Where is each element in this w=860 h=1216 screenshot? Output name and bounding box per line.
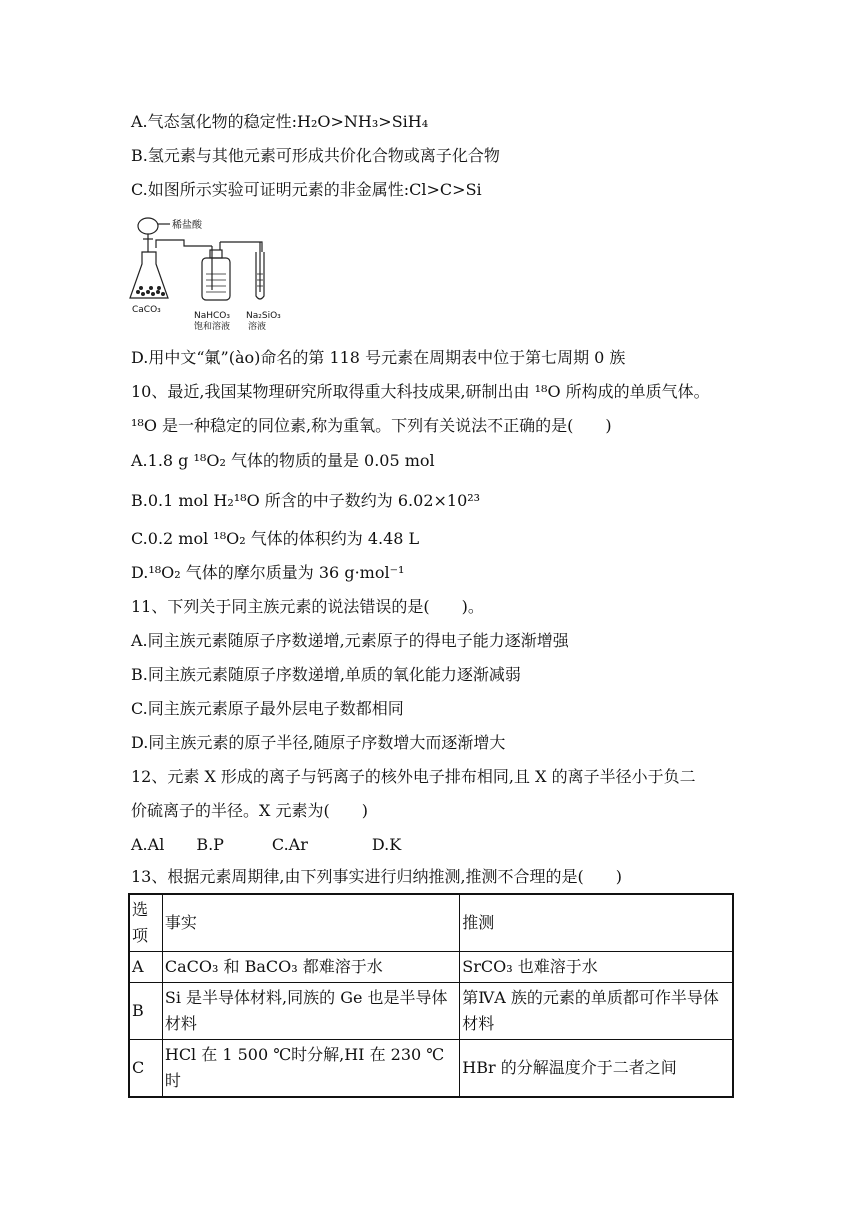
row-b-fact: Si 是半导体材料,同族的 Ge 也是半导体材料 — [162, 983, 459, 1040]
row-a-option: A — [129, 952, 162, 983]
bottle-label-1: NaHCO₃ — [194, 311, 230, 321]
row-b-inference: 第ⅣA 族的元素的单质都可作半导体材料 — [460, 983, 733, 1040]
acid-label: 稀盐酸 — [172, 220, 202, 231]
row-c-inference: HBr 的分解温度介于二者之间 — [460, 1040, 733, 1098]
line-9c: C.如图所示实验可证明元素的非金属性:Cl>C>Si — [131, 180, 482, 199]
line-9b: B.氢元素与其他元素可形成共价化合物或离子化合物 — [131, 146, 500, 165]
row-a-inference: SrCO₃ 也难溶于水 — [460, 952, 733, 983]
bottle-label-2: 饱和溶液 — [194, 322, 231, 332]
question-12-stem-1: 12、元素 X 形成的离子与钙离子的核外电子排布相同,且 X 的离子半径小于负二 — [131, 767, 696, 786]
experiment-apparatus-diagram — [126, 212, 296, 336]
line-9d: D.用中文“氭”(ào)命名的第 118 号元素在周期表中位于第七周期 0 族 — [131, 348, 626, 367]
row-a-fact: CaCO₃ 和 BaCO₃ 都难溶于水 — [162, 952, 459, 983]
question-10-option-b: B.0.1 mol H₂¹⁸O 所含的中子数约为 6.02×10²³ — [131, 491, 481, 510]
table-row — [129, 1040, 733, 1098]
question-13-stem: 13、根据元素周期律,由下列事实进行归纳推测,推测不合理的是( ) — [131, 867, 623, 886]
row-c-option: C — [129, 1040, 162, 1098]
question-11-option-d: D.同主族元素的原子半径,随原子序数增大而逐渐增大 — [131, 733, 506, 752]
gas-washing-bottle — [202, 258, 230, 300]
question-12-stem-2: 价硫离子的半径。X 元素为( ) — [131, 801, 368, 820]
question-10-option-d: D.¹⁸O₂ 气体的摩尔质量为 36 g·mol⁻¹ — [131, 563, 405, 582]
question-11-stem: 11、下列关于同主族元素的说法错误的是( )。 — [131, 597, 484, 616]
header-fact: 事实 — [162, 894, 459, 952]
question-10-option-c: C.0.2 mol ¹⁸O₂ 气体的体积约为 4.48 L — [131, 529, 420, 548]
question-12-options: A.Al B.P C.Ar D.K — [131, 835, 402, 854]
header-inference: 推测 — [460, 894, 733, 952]
table-row — [129, 952, 733, 983]
tube-label-2: 溶液 — [248, 322, 267, 332]
question-11-option-c: C.同主族元素原子最外层电子数都相同 — [131, 699, 404, 718]
question-11-option-a: A.同主族元素随原子序数递增,元素原子的得电子能力逐渐增强 — [131, 631, 569, 650]
separatory-funnel — [138, 218, 158, 234]
flask-label: CaCO₃ — [132, 305, 161, 315]
tube-label-1: Na₂SiO₃ — [246, 311, 281, 321]
line-9a: A.气态氢化物的稳定性:H₂O>NH₃>SiH₄ — [131, 112, 429, 131]
question-11-option-b: B.同主族元素随原子序数递增,单质的氧化能力逐渐减弱 — [131, 665, 521, 684]
question-10-stem-1: 10、最近,我国某物理研究所取得重大科技成果,研制出由 ¹⁸O 所构成的单质气体。 — [131, 382, 710, 401]
row-c-fact: HCl 在 1 500 ℃时分解,HI 在 230 ℃时 — [162, 1040, 459, 1098]
table-row — [129, 983, 733, 1040]
table-header-row — [129, 894, 733, 952]
question-10-stem-2: ¹⁸O 是一种稳定的同位素,称为重氧。下列有关说法不正确的是( ) — [131, 416, 612, 435]
facts-table — [128, 893, 734, 1098]
header-option: 选项 — [129, 894, 162, 952]
row-b-option: B — [129, 983, 162, 1040]
question-10-option-a: A.1.8 g ¹⁸O₂ 气体的物质的量是 0.05 mol — [131, 451, 435, 470]
